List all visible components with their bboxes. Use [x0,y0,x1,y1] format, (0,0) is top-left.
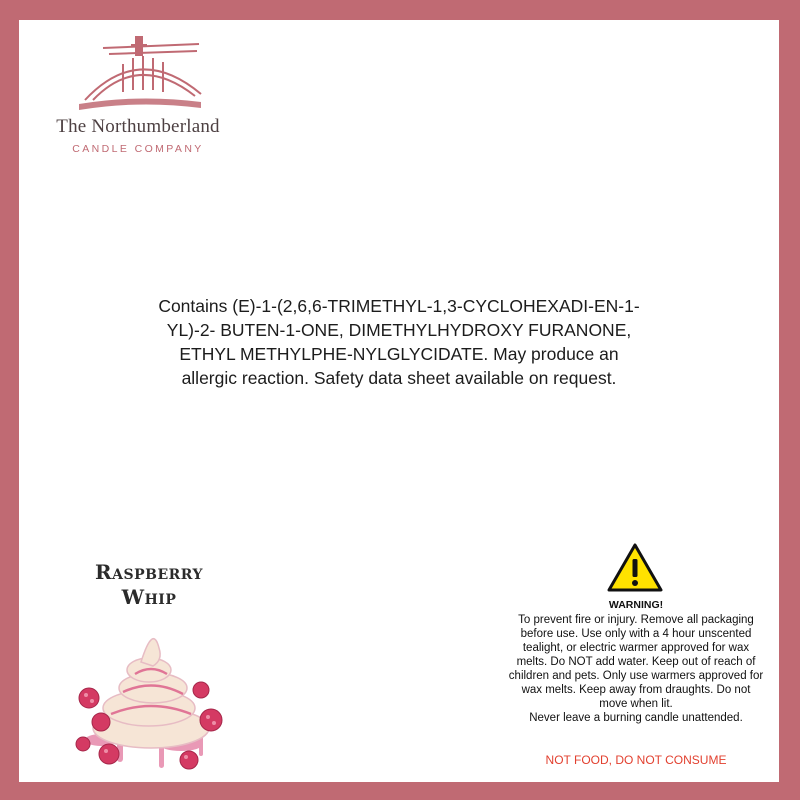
warning-title: WARNING! [608,599,664,611]
warning-triangle-icon [607,543,663,593]
bridge-logo-icon [73,34,203,114]
warning-block [506,598,766,725]
product-name-line1: Raspberry [95,560,203,584]
not-food-notice: NOT FOOD, DO NOT CONSUME [545,753,727,767]
product-label [19,20,779,782]
product-name [49,560,249,610]
ingredients-statement: Contains (E)-1-(2,6,6-TRIMETHYL-1,3-CYCLOHEXADI-EN-1-YL)-2- BUTEN-1-ONE, DIMETHYLHYDROXY FURANONE, ETHYL METHYLPHE-NYLGLYCIDATE. May produce an allergic reaction. Safety data sheet available on request. [158,296,640,388]
product-name-line2: Whip [121,585,177,609]
brand-name: The Northumberland [56,116,220,137]
warning-last-line: Never leave a burning candle unattended. [529,712,743,724]
warning-body: To prevent fire or injury. Remove all packaging before use. Use only with a 4 hour unscented tealight, or electric warmer approved for wax melts. Do NOT add water. Keep out of reach of children and pets. Only use warmers approved for wax melts. Keep away from draughts. Do not move when lit. [508,614,764,710]
brand-subtitle: CANDLE COMPANY [72,143,204,155]
raspberry-whipped-cream-icon [61,618,241,778]
brand-logo [33,34,243,164]
